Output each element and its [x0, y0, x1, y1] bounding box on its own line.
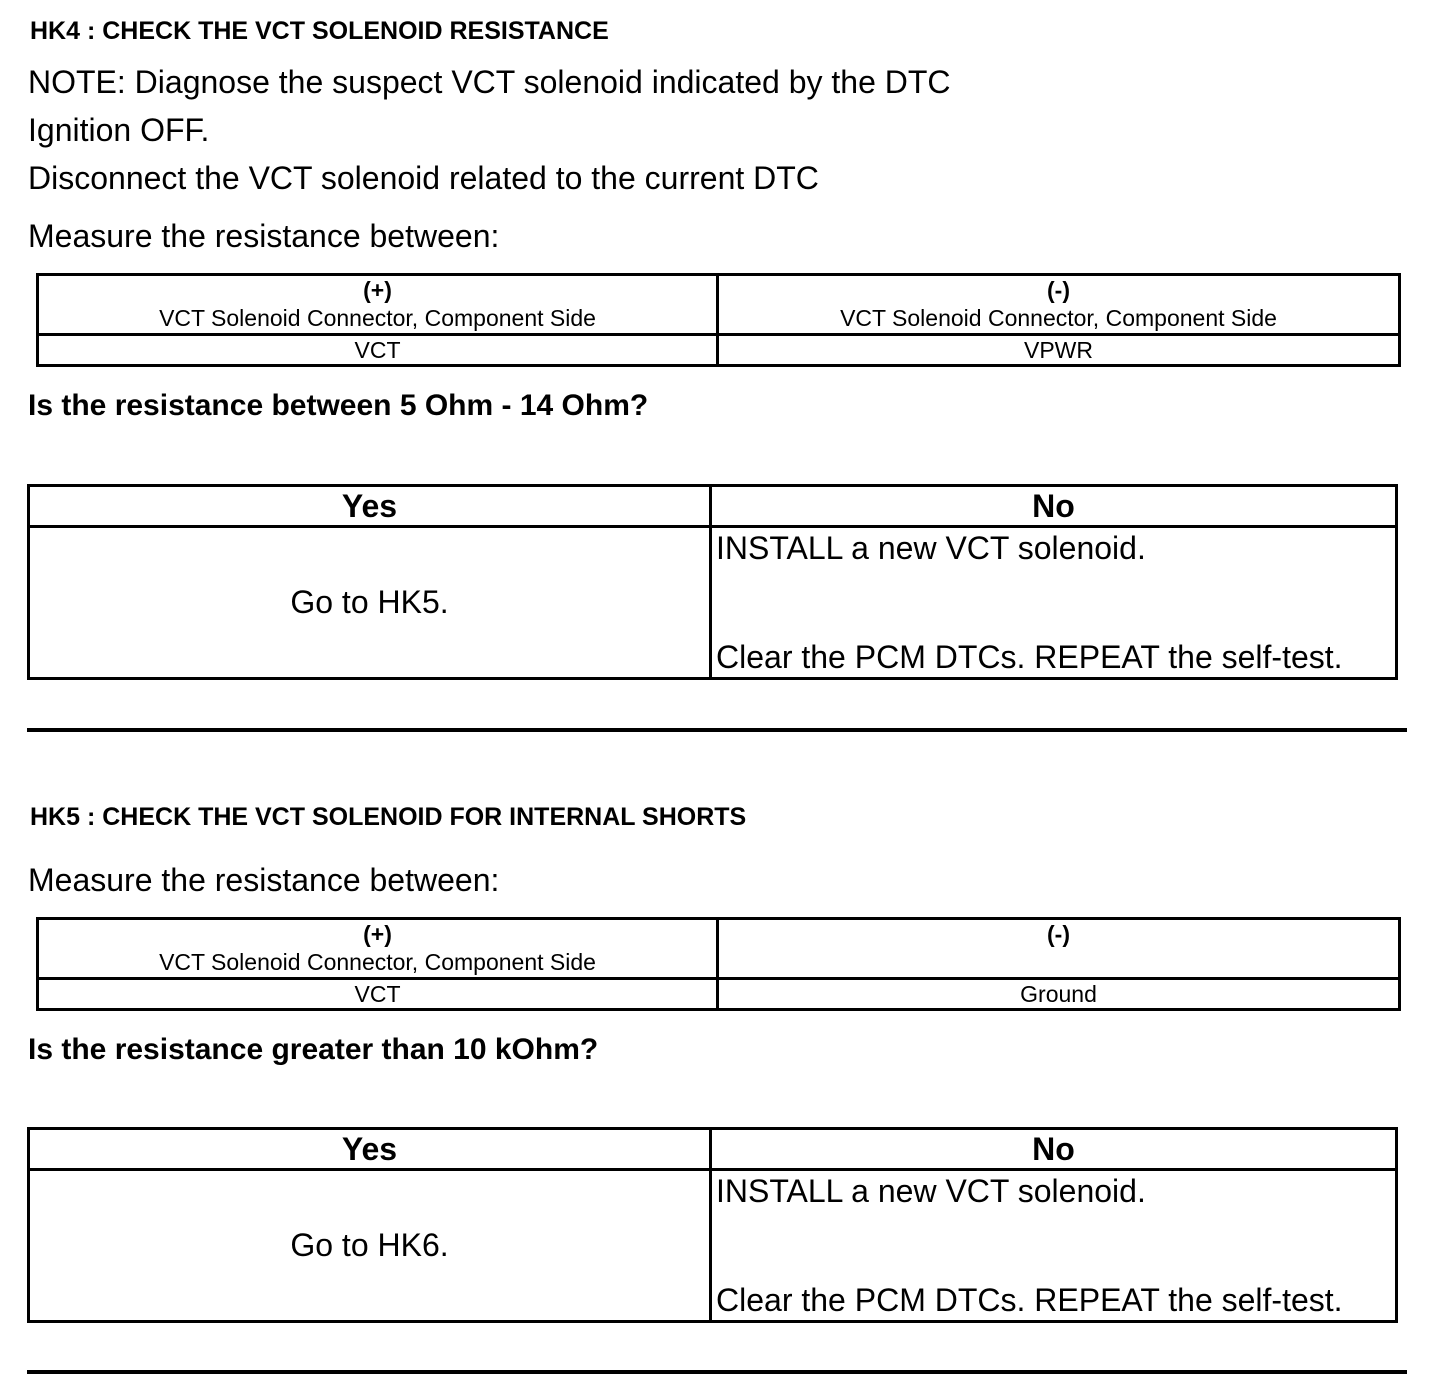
hk4-no-action-install: INSTALL a new VCT solenoid.: [716, 530, 1146, 566]
hk5-no-header: No: [711, 1129, 1397, 1170]
hk5-question: Is the resistance greater than 10 kOhm?: [28, 1033, 599, 1066]
hk4-plus-sign: (+): [363, 277, 392, 303]
hk4-measure-table: [36, 273, 1401, 367]
hk4-no-action: [711, 527, 1397, 679]
hk4-minus-header: [718, 275, 1400, 335]
hk4-plus-pin: VCT: [38, 335, 718, 366]
hk5-plus-header: [38, 919, 718, 979]
hk5-no-action: [711, 1170, 1397, 1322]
section-divider-bottom: [27, 1370, 1407, 1374]
hk5-heading: HK5 : CHECK THE VCT SOLENOID FOR INTERNAL SHORTS: [30, 803, 747, 831]
hk4-yes-header: Yes: [29, 486, 711, 527]
hk4-step-ignition: Ignition OFF.: [28, 112, 210, 148]
hk4-plus-header: [38, 275, 718, 335]
hk5-minus-header: [718, 919, 1400, 979]
hk4-minus-sign: (-): [1047, 277, 1070, 303]
hk4-decision-table: [27, 484, 1398, 680]
hk5-minus-sign: (-): [1047, 921, 1070, 947]
hk4-step-disconnect: Disconnect the VCT solenoid related to the current DTC: [28, 160, 819, 196]
hk4-question: Is the resistance between 5 Ohm - 14 Ohm?: [28, 389, 649, 422]
hk5-yes-header: Yes: [29, 1129, 711, 1170]
hk4-no-action-clear: Clear the PCM DTCs. REPEAT the self-test.: [716, 639, 1343, 675]
hk4-minus-component: VCT Solenoid Connector, Component Side: [840, 305, 1277, 331]
hk4-yes-action: [29, 527, 711, 679]
hk5-go-to-hk6: Go to HK6.: [290, 1227, 449, 1263]
hk5-minus-pin: Ground: [718, 979, 1400, 1010]
hk5-measure-label: Measure the resistance between:: [28, 862, 500, 898]
hk5-plus-pin: VCT: [38, 979, 718, 1010]
hk5-plus-component: VCT Solenoid Connector, Component Side: [159, 949, 596, 975]
hk5-no-action-install: INSTALL a new VCT solenoid.: [716, 1173, 1146, 1209]
hk4-measure-label: Measure the resistance between:: [28, 218, 500, 254]
hk4-no-header: No: [711, 486, 1397, 527]
hk5-decision-table: [27, 1127, 1398, 1323]
hk4-go-to-hk5: Go to HK5.: [290, 584, 449, 620]
hk5-measure-table: [36, 917, 1401, 1011]
hk4-minus-pin: VPWR: [718, 335, 1400, 366]
hk5-no-action-clear: Clear the PCM DTCs. REPEAT the self-test.: [716, 1282, 1343, 1318]
section-divider: [27, 728, 1407, 732]
hk4-note: NOTE: Diagnose the suspect VCT solenoid indicated by the DTC: [28, 64, 951, 100]
hk4-plus-component: VCT Solenoid Connector, Component Side: [159, 305, 596, 331]
hk4-heading: HK4 : CHECK THE VCT SOLENOID RESISTANCE: [30, 17, 609, 45]
hk5-yes-action: [29, 1170, 711, 1322]
hk5-plus-sign: (+): [363, 921, 392, 947]
